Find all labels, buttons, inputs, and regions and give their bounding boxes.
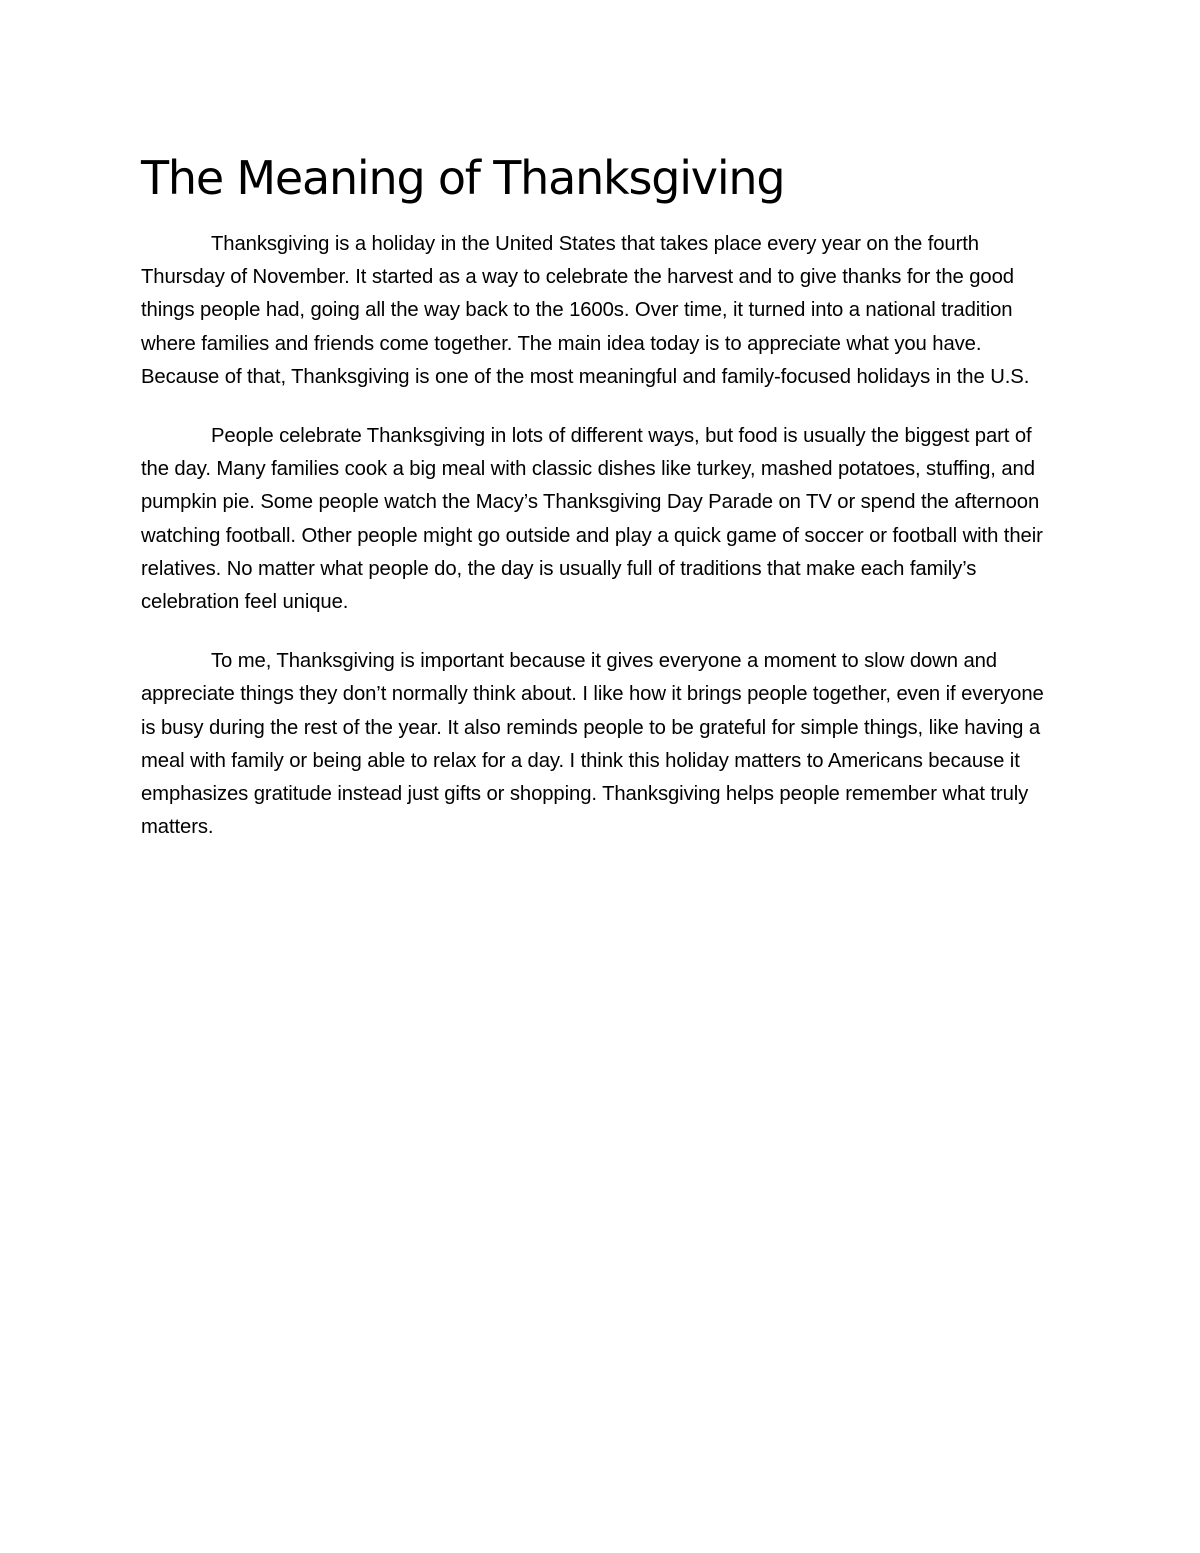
document-body bbox=[141, 150, 1059, 844]
paragraph-personal-meaning: To me, Thanksgiving is important because it gives everyone a moment to slow down and appreciate things they don’t normally think about. I like how it brings people together, even if everyone is busy during the rest of the year. It also reminds people to be grateful for simple things, like having a meal with family or being able to relax for a day. I think this holiday matters to Americans because it emphasizes gratitude instead just gifts or shopping. Thanksgiving helps people remember what truly matters. bbox=[141, 650, 1044, 839]
paragraph-harvest-history: Thanksgiving is a holiday in the United States that takes place every year on the fourth Thursday of November. It started as a way to celebrate the harvest and to give thanks for the good things people had, going all the way back to the 1600s. Over time, it turned into a national tradition where families and friends come together. The main idea today is to appreciate what you have. Because of that, Thanksgiving is one of the most meaningful and family-focused holidays in the U.S. bbox=[141, 233, 1030, 388]
paragraph-celebration-traditions: People celebrate Thanksgiving in lots of different ways, but food is usually the biggest part of the day. Many families cook a big meal with classic dishes like turkey, mashed potatoes, stuffing, and pumpkin pie. Some people watch the Macy’s Thanksgiving Day Parade on TV or spend the afternoon watching football. Other people might go outside and play a quick game of soccer or football with their relatives. No matter what people do, the day is usually full of traditions that make each family’s celebration feel unique. bbox=[141, 425, 1043, 614]
document-title: The Meaning of Thanksgiving bbox=[141, 151, 785, 205]
